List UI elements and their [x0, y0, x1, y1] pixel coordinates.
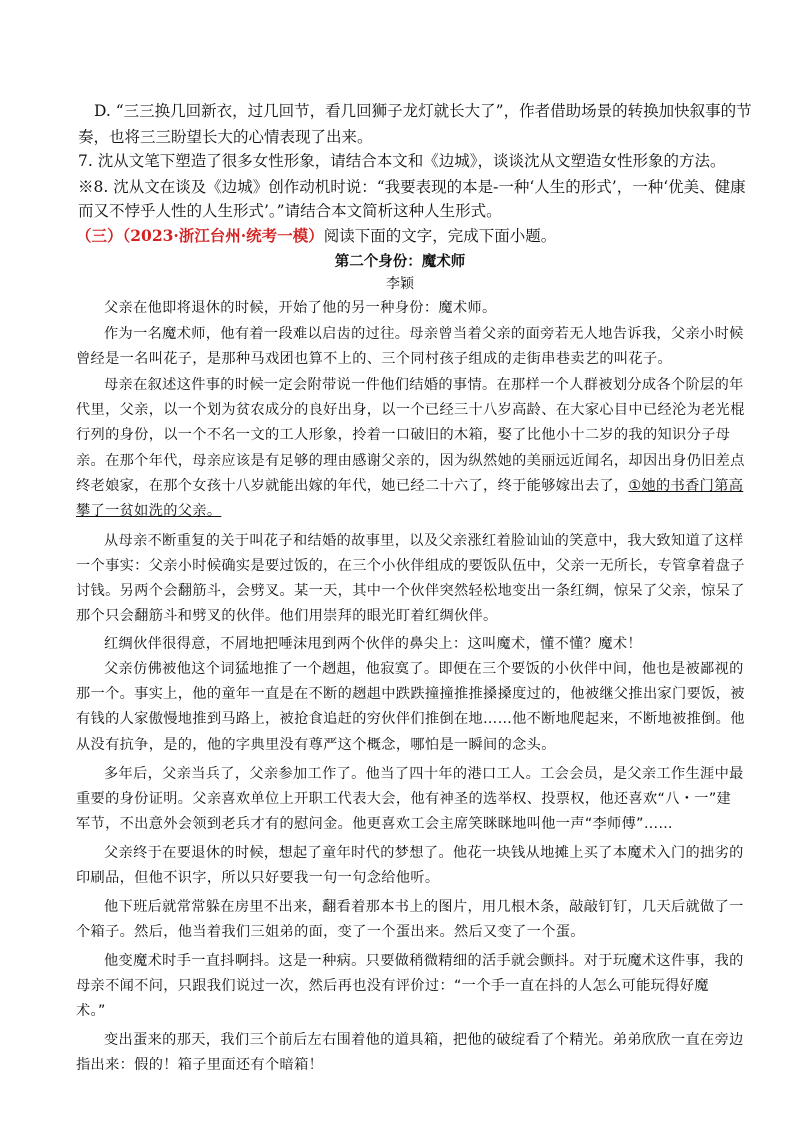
question-8-line1: ※8. 沈从文在谈及《边城》创作动机时说：“我要表现的本是-一种‘人生的形式’，一种‘优美、健康 — [78, 178, 746, 196]
section-instruction: 阅读下面的文字，完成下面小题。 — [323, 227, 557, 245]
option-d-line2: 奏，也将三三盼望长大的心情表现了出来。 — [78, 128, 373, 146]
section-label: （三）（2023·浙江台州·统考一模） — [76, 226, 324, 245]
article-line: 他变魔术时手一直抖啊抖。这是一种病。只要做稍微精细的活手就会颤抖。对于玩魔术这件事，我的 — [104, 953, 744, 969]
underlined-sentence-1-cont — [76, 500, 726, 522]
article-line: 亲。在那个年代，母亲应该是有足够的理由感谢父亲的，因为纵然她的美丽远近闻名，却因出身仍旧差点 — [76, 453, 745, 469]
underlined-sentence-1: ①她的书香门第高 — [628, 478, 744, 494]
article-line: 一个事实：父亲小时候确实是要过饭的，在三个小伙伴组成的要饭队伍中，父亲一无所长，专管拿着盘子 — [76, 558, 745, 574]
article-line: 有钱的人家傲慢地推到马路上，被抢食追赶的穷伙伴们推倒在地……他不断地爬起来，不断地被推倒。他 — [76, 711, 745, 727]
question-7: 7. 沈从文笔下塑造了很多女性形象，请结合本文和《边城》，谈谈沈从文塑造女性形象的方法。 — [78, 152, 726, 170]
article-line: 母亲不闻不问，只跟我们说过一次，然后再也没有评价过：“一个手一直在抖的人怎么可能玩得好魔 — [76, 978, 709, 994]
article-line: 那个只会翻筋斗和劈叉的伙伴。他们用崇拜的眼光盯着红绸伙伴。 — [76, 608, 498, 624]
article-line: 那一个。事实上，他的童年一直是在不断的趔趄中跌跌撞撞推推搡搡度过的，他被继父推出家门要饭，被 — [76, 686, 745, 702]
article-line: 他下班后就常常躲在房里不出来，翻看着那本书上的图片，用几根木条，敲敲钉钉，几天后就做了一 — [104, 899, 744, 915]
article-line: 父亲仿佛被他这个词猛地推了一个趔趄，他寂寞了。即便在三个要饭的小伙伴中间，他也是被鄙视的 — [104, 661, 744, 677]
article-line: 个箱子。然后，他当着我们三姐弟的面，变了一个蛋出来。然后又变了一个蛋。 — [76, 924, 585, 940]
article-line: 行列的身份，以一个不名一文的工人形象，拎着一口破旧的木箱，娶了比他小十二岁的我的知识分子母 — [76, 427, 731, 443]
question-8-line2: 而又不悖乎人性的人生形式’。”请结合本文简析这种人生形式。 — [78, 202, 502, 220]
article-line: 父亲终于在要退休的时候，想起了童年时代的梦想了。他花一块钱从地摊上买了本魔术入门的拙劣的 — [104, 845, 744, 861]
article-line: 曾经是一名叫花子，是那种马戏团也算不上的、三个同村孩子组成的走街串巷卖艺的叫花子。 — [76, 351, 673, 367]
article-author: 李颖 — [386, 276, 414, 292]
article-line: 作为一名魔术师，他有着一段难以启齿的过往。母亲曾当着父亲的面旁若无人地告诉我，父亲小时候 — [104, 326, 744, 342]
underlined-text: 攀了一贫如洗的父亲。 — [76, 503, 222, 519]
article-line: 红绸伙伴很得意，不屑地把唾沫甩到两个伙伴的鼻尖上：这叫魔术，懂不懂？魔术！ — [104, 636, 642, 652]
article-line-text: 终老娘家，在那个女孩十八岁就能出嫁的年代，她已经二十六了，终于能够嫁出去了， — [76, 478, 629, 494]
article-line: 变出蛋来的那天，我们三个前后左右围着他的道具箱，把他的破绽看了个精光。弟弟欣欣一直在旁边 — [104, 1032, 744, 1048]
article-line: 指出来：假的！箱子里面还有个暗箱！ — [76, 1057, 324, 1073]
option-d-line1: D. “三三换几回新衣，过几回节，看几回狮子龙灯就长大了”，作者借助场景的转换加快叙事的节 — [94, 102, 752, 120]
article-line: 重要的身份证明。父亲喜欢单位上开职工代表大会，他有神圣的选举权、投票权，他还喜欢“八・一”建 — [76, 791, 732, 807]
article-line: 印刷品，但他不识字，所以只好要我一句一句念给他听。 — [76, 870, 440, 886]
article-line: 术。” — [76, 1003, 106, 1019]
article-line: 从母亲不断重复的关于叫花子和结婚的故事里，以及父亲涨红着脸讪讪的笑意中，我大致知道了这样 — [104, 533, 744, 549]
article-line: 讨钱。另两个会翻筋斗，会劈叉。某一天，其中一个伙伴突然轻松地变出一条红绸，惊呆了父亲，惊呆了 — [76, 583, 745, 599]
article-line: 军节，不出意外会领到老兵才有的慰问金。他更喜欢工会主席笑眯眯地叫他一声“李师傅”…… — [76, 816, 673, 832]
article-line: 母亲在叙述这件事的时候一定会附带说一件他们结婚的事情。在那样一个人群被划分成各个阶层的年 — [104, 377, 744, 393]
section-heading — [76, 225, 726, 247]
article-line: 父亲在他即将退休的时候，开始了他的另一种身份：魔术师。 — [104, 300, 497, 316]
article-line: 多年后，父亲当兵了，父亲参加工作了。他当了四十年的港口工人。工会会员，是父亲工作生涯中最 — [104, 766, 744, 782]
article-line-with-underline — [76, 475, 744, 497]
article-line: 代里，父亲，以一个划为贫农成分的良好出身，以一个已经三十八岁高龄、在大家心目中已经沦为老光棍 — [76, 402, 745, 418]
article-line: 从没有抗争，是的，他的字典里没有尊严这个概念，哪怕是一瞬间的念头。 — [76, 737, 556, 753]
article-title: 第二个身份：魔术师 — [334, 253, 466, 270]
